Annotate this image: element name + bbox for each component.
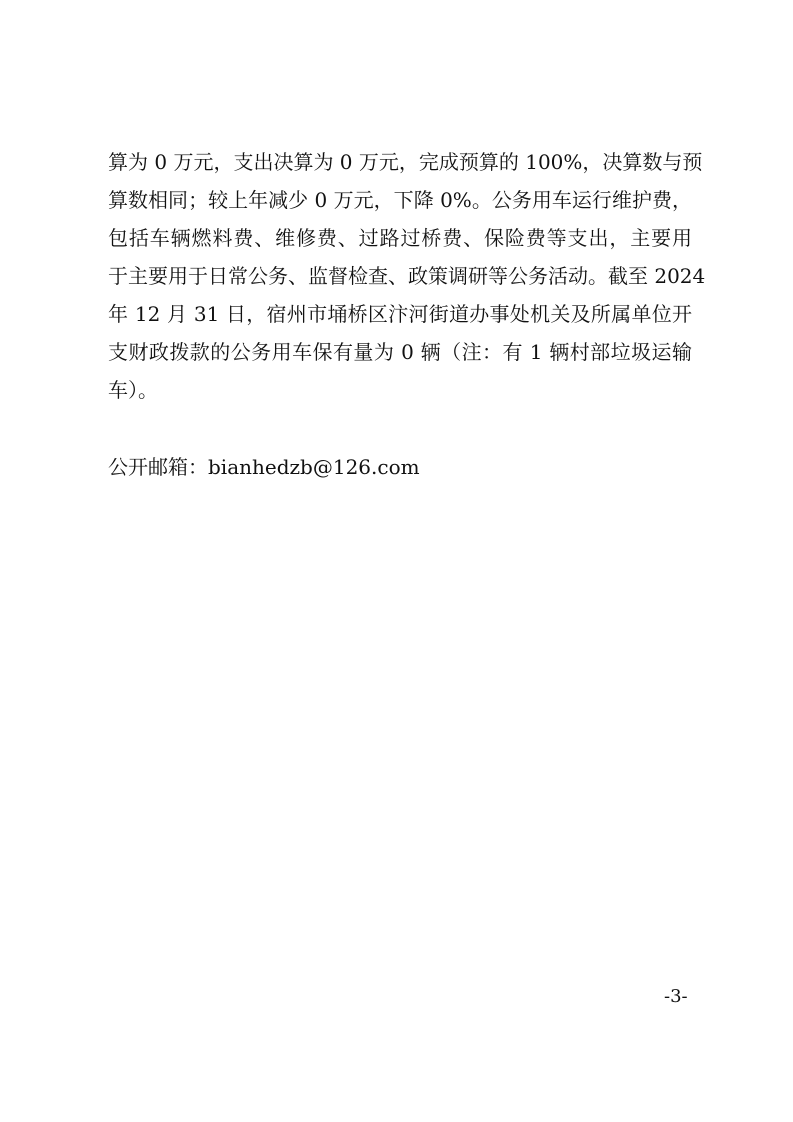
public-email-line: 公开邮箱：bianhedzb@126.com bbox=[108, 455, 420, 479]
body-paragraph bbox=[108, 143, 706, 409]
paragraph-line: 年 12 月 31 日，宿州市埇桥区汴河街道办事处机关及所属单位开 bbox=[108, 302, 692, 326]
paragraph-line: 支财政拨款的公务用车保有量为 0 辆（注：有 1 辆村部垃圾运输 bbox=[108, 340, 692, 364]
paragraph-line: 算数相同；较上年减少 0 万元，下降 0%。公务用车运行维护费， bbox=[108, 188, 692, 212]
paragraph-line: 车）。 bbox=[108, 378, 158, 402]
paragraph-line: 于主要用于日常公务、监督检查、政策调研等公务活动。截至 2024 bbox=[108, 264, 706, 288]
paragraph-line: 包括车辆燃料费、维修费、过路过桥费、保险费等支出，主要用 bbox=[108, 226, 692, 250]
page-number: -3- bbox=[664, 986, 688, 1007]
paragraph-line: 算为 0 万元，支出决算为 0 万元，完成预算的 100%，决算数与预 bbox=[108, 150, 703, 174]
